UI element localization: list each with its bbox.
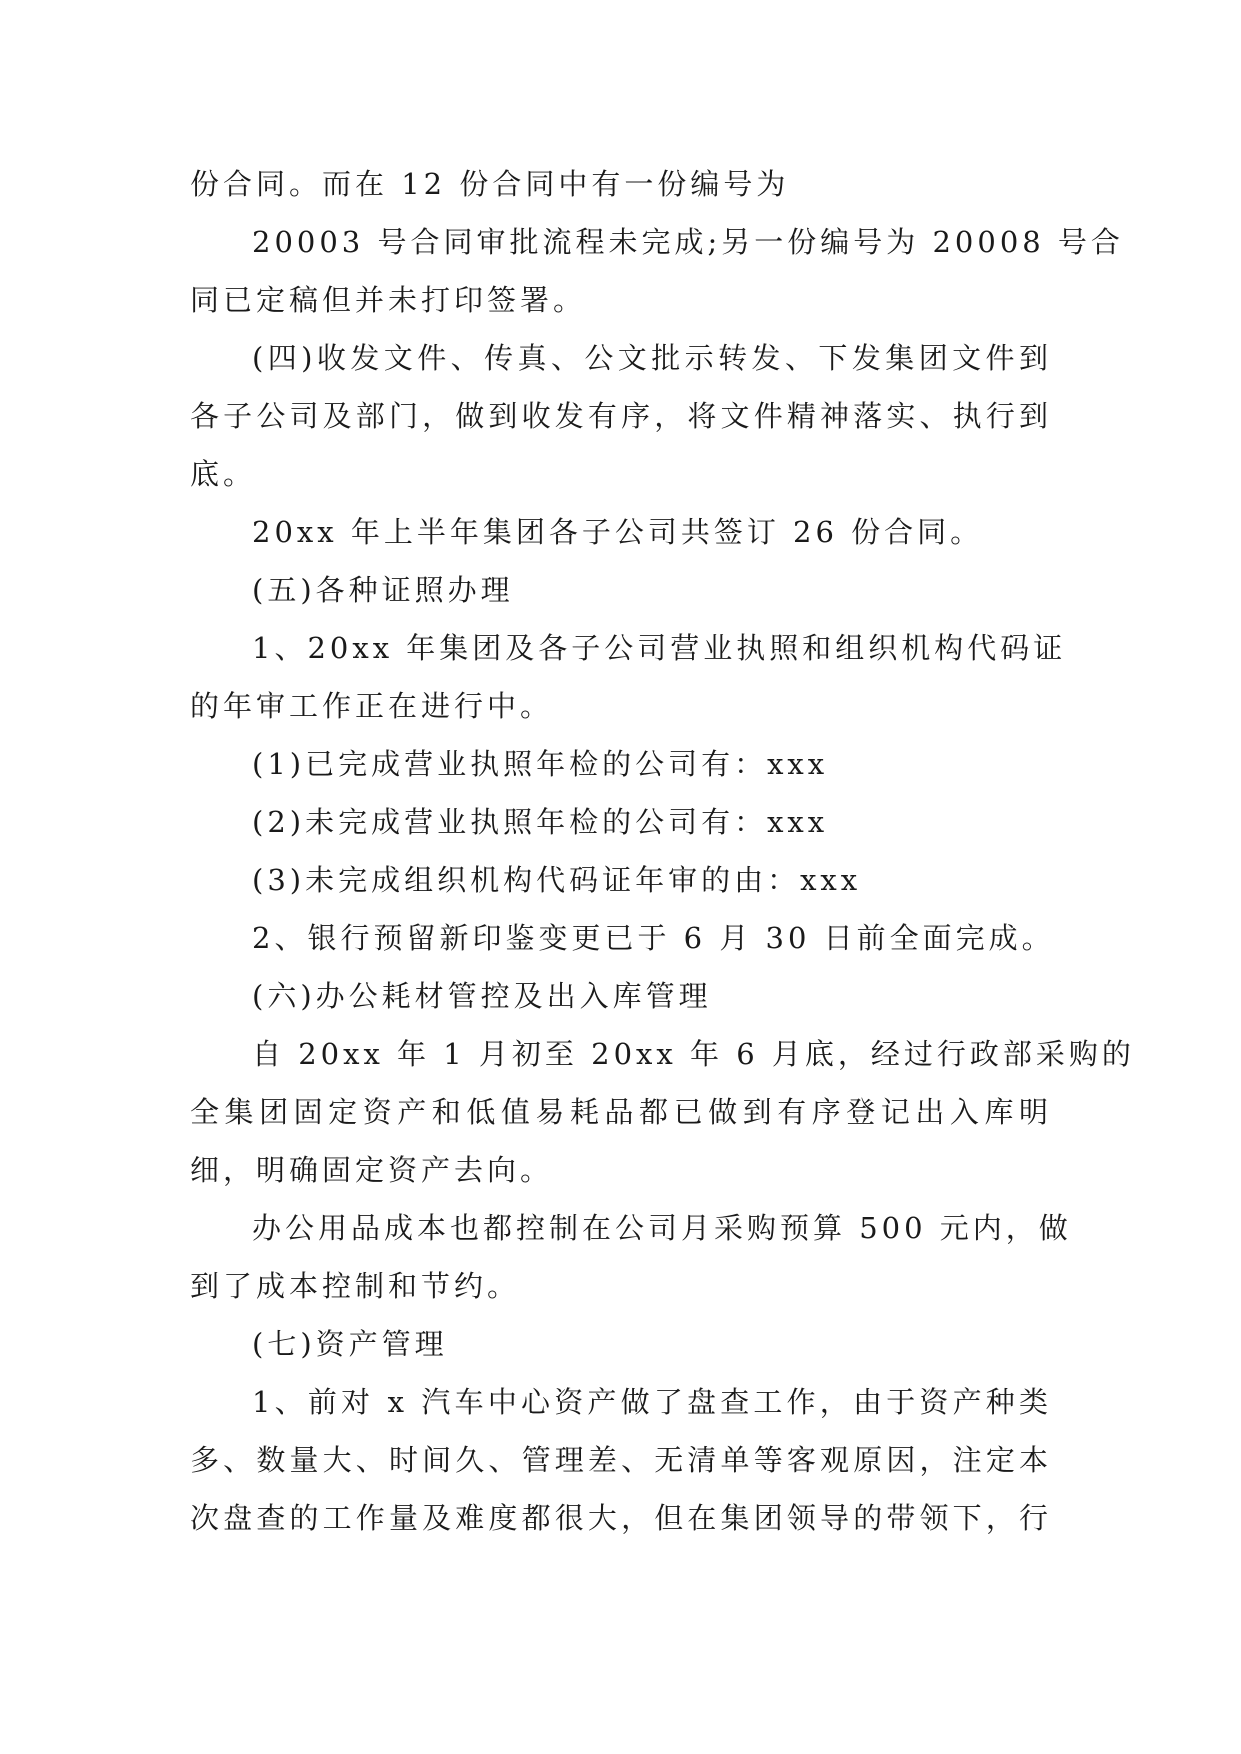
list-item: (2)未完成营业执照年检的公司有：xxx xyxy=(252,805,829,839)
paragraph-line: 1、前对 x 汽车中心资产做了盘查工作，由于资产种类 xyxy=(252,1385,1052,1419)
text-line: 底。 xyxy=(190,457,257,491)
document-page xyxy=(190,155,1135,1547)
text-line: 各子公司及部门，做到收发有序，将文件精神落实、执行到 xyxy=(190,399,1052,433)
text-line: 到了成本控制和节约。 xyxy=(190,1269,521,1303)
section-heading-5: (五)各种证照办理 xyxy=(252,573,514,607)
paragraph-line: 办公用品成本也都控制在公司月采购预算 500 元内，做 xyxy=(252,1211,1072,1245)
paragraph-line: 20xx 年上半年集团各子公司共签订 26 份合同。 xyxy=(252,515,984,549)
list-item: (1)已完成营业执照年检的公司有：xxx xyxy=(252,747,829,781)
paragraph-line: 1、20xx 年集团及各子公司营业执照和组织机构代码证 xyxy=(252,631,1067,665)
section-heading-6: (六)办公耗材管控及出入库管理 xyxy=(252,979,712,1013)
text-line: 全集团固定资产和低值易耗品都已做到有序登记出入库明 xyxy=(190,1095,1052,1129)
text-line: 同已定稿但并未打印签署。 xyxy=(190,283,587,317)
list-item: (3)未完成组织机构代码证年审的由：xxx xyxy=(252,863,862,897)
paragraph-line: 自 20xx 年 1 月初至 20xx 年 6 月底，经过行政部采购的 xyxy=(252,1037,1135,1071)
text-line: 细，明确固定资产去向。 xyxy=(190,1153,554,1187)
paragraph-line: 2、银行预留新印鉴变更已于 6 月 30 日前全面完成。 xyxy=(252,921,1055,955)
section-heading-4: (四)收发文件、传真、公文批示转发、下发集团文件到 xyxy=(252,341,1052,375)
text-line: 次盘查的工作量及难度都很大，但在集团领导的带领下，行 xyxy=(190,1501,1052,1535)
text-line: 的年审工作正在进行中。 xyxy=(190,689,554,723)
paragraph-line: 20003 号合同审批流程未完成;另一份编号为 20008 号合 xyxy=(252,225,1124,259)
text-line: 多、数量大、时间久、管理差、无清单等客观原因，注定本 xyxy=(190,1443,1052,1477)
section-heading-7: (七)资产管理 xyxy=(252,1327,448,1361)
text-line: 份合同。而在 12 份合同中有一份编号为 xyxy=(190,167,790,201)
